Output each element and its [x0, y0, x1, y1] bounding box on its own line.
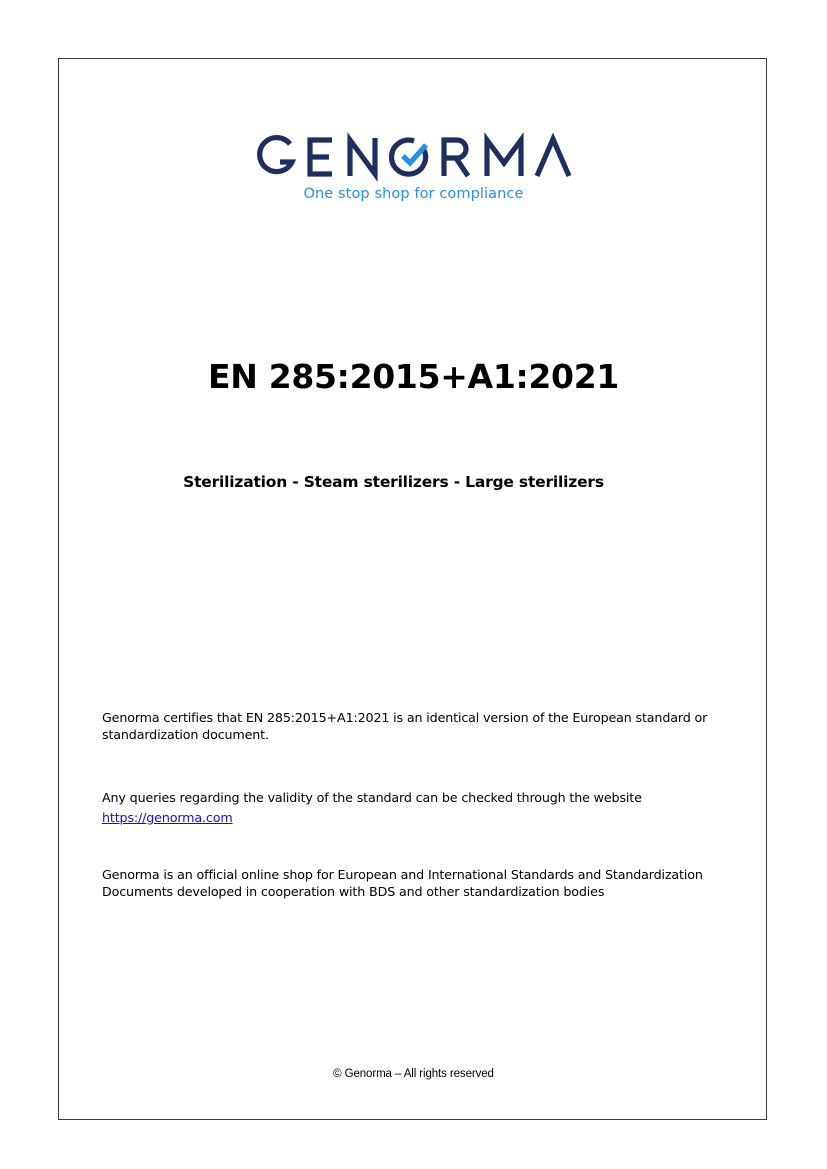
certification-paragraph — [102, 709, 722, 743]
tagline-text: One stop shop for compliance — [303, 186, 524, 202]
copyright-footer: © Genorma – All rights reserved — [333, 1068, 494, 1080]
logo-tagline — [0, 186, 827, 202]
genorma-wordmark — [254, 130, 574, 186]
certification-line-1: Genorma certifies that EN 285:2015+A1:2021 is an identical version of the European standard or — [102, 710, 708, 725]
genorma-website-link[interactable]: https://genorma.com — [102, 810, 233, 825]
document-title: EN 285:2015+A1:2021 — [207, 357, 620, 396]
check-icon — [391, 140, 425, 174]
document-subtitle: Sterilization - Steam sterilizers - Large sterilizers — [183, 473, 604, 491]
about-line-2: Documents developed in cooperation with BDS and other standardization bodies — [102, 884, 605, 899]
certification-line-2: standardization document. — [102, 727, 269, 742]
about-line-1: Genorma is an official online shop for European and International Standards and Standardization — [102, 867, 703, 882]
queries-line-1: Any queries regarding the validity of the standard can be checked through the website — [102, 790, 642, 805]
about-paragraph — [102, 866, 722, 900]
page-frame — [58, 58, 767, 1120]
queries-paragraph — [102, 789, 722, 826]
genorma-wordmark-graphic — [254, 130, 574, 186]
genorma-logo — [0, 130, 827, 190]
